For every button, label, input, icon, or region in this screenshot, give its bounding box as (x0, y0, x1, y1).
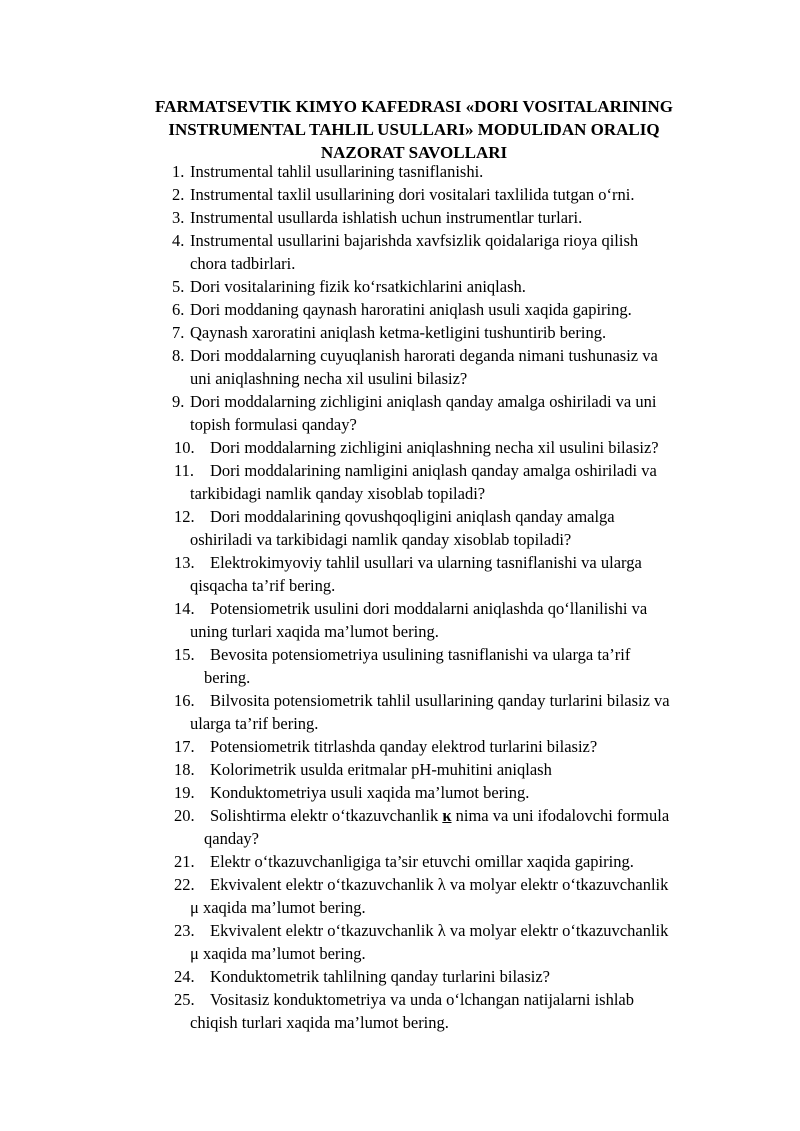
question-number: 25. (174, 990, 195, 1009)
question-number: 9. (172, 392, 185, 411)
question-text-line: Potensiometrik usulini dori moddalarni aniqlashda qo‘llanilishi va (210, 599, 648, 618)
question-text-line: chora tadbirlari. (190, 254, 296, 273)
question-item (168, 275, 748, 298)
question-number: 8. (172, 346, 185, 365)
question-item (168, 344, 748, 390)
question-item (168, 183, 748, 206)
question-text-line: bering. (204, 668, 251, 687)
question-item (168, 321, 748, 344)
question-text-line: oshiriladi va tarkibidagi namlik qanday xisoblab topiladi? (190, 530, 572, 549)
question-item (168, 965, 748, 988)
question-item (168, 735, 748, 758)
question-item (168, 804, 748, 850)
question-number: 20. (174, 806, 195, 825)
title-line: NAZORAT SAVOLLARI (320, 143, 508, 162)
question-text-line: Elektr o‘tkazuvchanligiga ta’sir etuvchi omillar xaqida gapiring. (210, 852, 634, 871)
question-text-line: Potensiometrik titrlashda qanday elektrod turlarini bilasiz? (210, 737, 598, 756)
question-text-line: Ekvivalent elektr o‘tkazuvchanlik λ va molyar elektr o‘tkazuvchanlik (210, 921, 669, 940)
question-text-line: topish formulasi qanday? (190, 415, 357, 434)
question-text-line: qisqacha ta’rif bering. (190, 576, 336, 595)
question-text-line: Instrumental tahlil usullarining tasniflanishi. (190, 162, 484, 181)
question-text-line: Dori moddalarning zichligini aniqlash qanday amalga oshiriladi va uni (190, 392, 657, 411)
question-item (168, 689, 748, 735)
question-item (168, 873, 748, 919)
question-item (168, 643, 748, 689)
question-item (168, 206, 748, 229)
question-number: 6. (172, 300, 185, 319)
question-text-line: Dori vositalarining fizik ko‘rsatkichlarini aniqlash. (190, 277, 526, 296)
question-number: 17. (174, 737, 195, 756)
question-text-line: ularga ta’rif bering. (190, 714, 319, 733)
page-title (100, 95, 728, 164)
question-number: 21. (174, 852, 195, 871)
question-item (168, 436, 748, 459)
question-text: nima va uni ifodalovchi formula (451, 806, 670, 825)
title-line: FARMATSEVTIK KIMYO KAFEDRASI «DORI VOSITALARINING (155, 97, 673, 116)
question-number: 16. (174, 691, 195, 710)
question-item (168, 505, 748, 551)
question-number: 12. (174, 507, 195, 526)
question-text-line: Konduktometrik tahlilning qanday turlarini bilasiz? (210, 967, 551, 986)
question-number: 4. (172, 231, 185, 250)
question-text-line: Dori moddalarining namligini aniqlash qanday amalga oshiriladi va (210, 461, 657, 480)
question-item (168, 919, 748, 965)
question-text-line: μ xaqida ma’lumot bering. (190, 898, 366, 917)
question-text-line: Dori moddalarning zichligini aniqlashning necha xil usulini bilasiz? (210, 438, 659, 457)
question-text-line: Ekvivalent elektr o‘tkazuvchanlik λ va molyar elektr o‘tkazuvchanlik (210, 875, 669, 894)
question-text: Solishtirma elektr o‘tkazuvchanlik (210, 806, 443, 825)
question-text-line: tarkibidagi namlik qanday xisoblab topiladi? (190, 484, 486, 503)
question-item (168, 850, 748, 873)
question-text-line: Konduktometriya usuli xaqida ma’lumot bering. (210, 783, 530, 802)
title-line: INSTRUMENTAL TAHLIL USULLARI» MODULIDAN ORALIQ (168, 120, 660, 139)
question-number: 23. (174, 921, 195, 940)
question-number: 18. (174, 760, 195, 779)
question-item (168, 390, 748, 436)
question-item (168, 758, 748, 781)
question-text-line: Kolorimetrik usulda eritmalar pH-muhitini aniqlash (210, 760, 552, 779)
question-text-line: Dori moddalarining qovushqoqligini aniqlash qanday amalga (210, 507, 615, 526)
question-text-line: Instrumental taxlil usullarining dori vositalari taxlilida tutgan o‘rni. (190, 185, 635, 204)
question-number: 2. (172, 185, 185, 204)
question-list (168, 160, 748, 1034)
kappa-symbol: κ (442, 806, 452, 825)
question-item (168, 781, 748, 804)
question-number: 11. (174, 461, 195, 480)
question-number: 22. (174, 875, 195, 894)
question-text-line: Qaynash xaroratini aniqlash ketma-ketligini tushuntirib bering. (190, 323, 607, 342)
question-text-line: Dori moddaning qaynash haroratini aniqlash usuli xaqida gapiring. (190, 300, 632, 319)
question-number: 14. (174, 599, 195, 618)
question-item (168, 298, 748, 321)
question-number: 19. (174, 783, 195, 802)
question-number: 1. (172, 162, 185, 181)
question-text-line: qanday? (204, 829, 259, 848)
question-text-line: Vositasiz konduktometriya va unda o‘lchangan natijalarni ishlab (210, 990, 635, 1009)
question-item (168, 160, 748, 183)
question-text-line: μ xaqida ma’lumot bering. (190, 944, 366, 963)
question-number: 15. (174, 645, 195, 664)
question-number: 10. (174, 438, 195, 457)
question-text-line: Elektrokimyoviy tahlil usullari va ularning tasniflanishi va ularga (210, 553, 642, 572)
question-text-line: Instrumental usullarini bajarishda xavfsizlik qoidalariga rioya qilish (190, 231, 639, 250)
question-text-line: Bilvosita potensiometrik tahlil usullarining qanday turlarini bilasiz va (210, 691, 670, 710)
question-text-line: uning turlari xaqida ma’lumot bering. (190, 622, 439, 641)
question-text-line: Instrumental usullarda ishlatish uchun instrumentlar turlari. (190, 208, 583, 227)
question-number: 3. (172, 208, 185, 227)
question-number: 24. (174, 967, 195, 986)
question-text-line: chiqish turlari xaqida ma’lumot bering. (190, 1013, 449, 1032)
question-number: 5. (172, 277, 185, 296)
question-number: 7. (172, 323, 185, 342)
question-number: 13. (174, 553, 195, 572)
question-item (168, 551, 748, 597)
question-text-line: Dori moddalarning cuyuqlanish harorati deganda nimani tushunasiz va (190, 346, 658, 365)
question-text-line: Bevosita potensiometriya usulining tasniflanishi va ularga ta’rif (210, 645, 631, 664)
question-item (168, 597, 748, 643)
question-item (168, 988, 748, 1034)
question-text-line (168, 804, 748, 827)
question-item (168, 229, 748, 275)
question-item (168, 459, 748, 505)
question-text-line: uni aniqlashning necha xil usulini bilasiz? (190, 369, 468, 388)
